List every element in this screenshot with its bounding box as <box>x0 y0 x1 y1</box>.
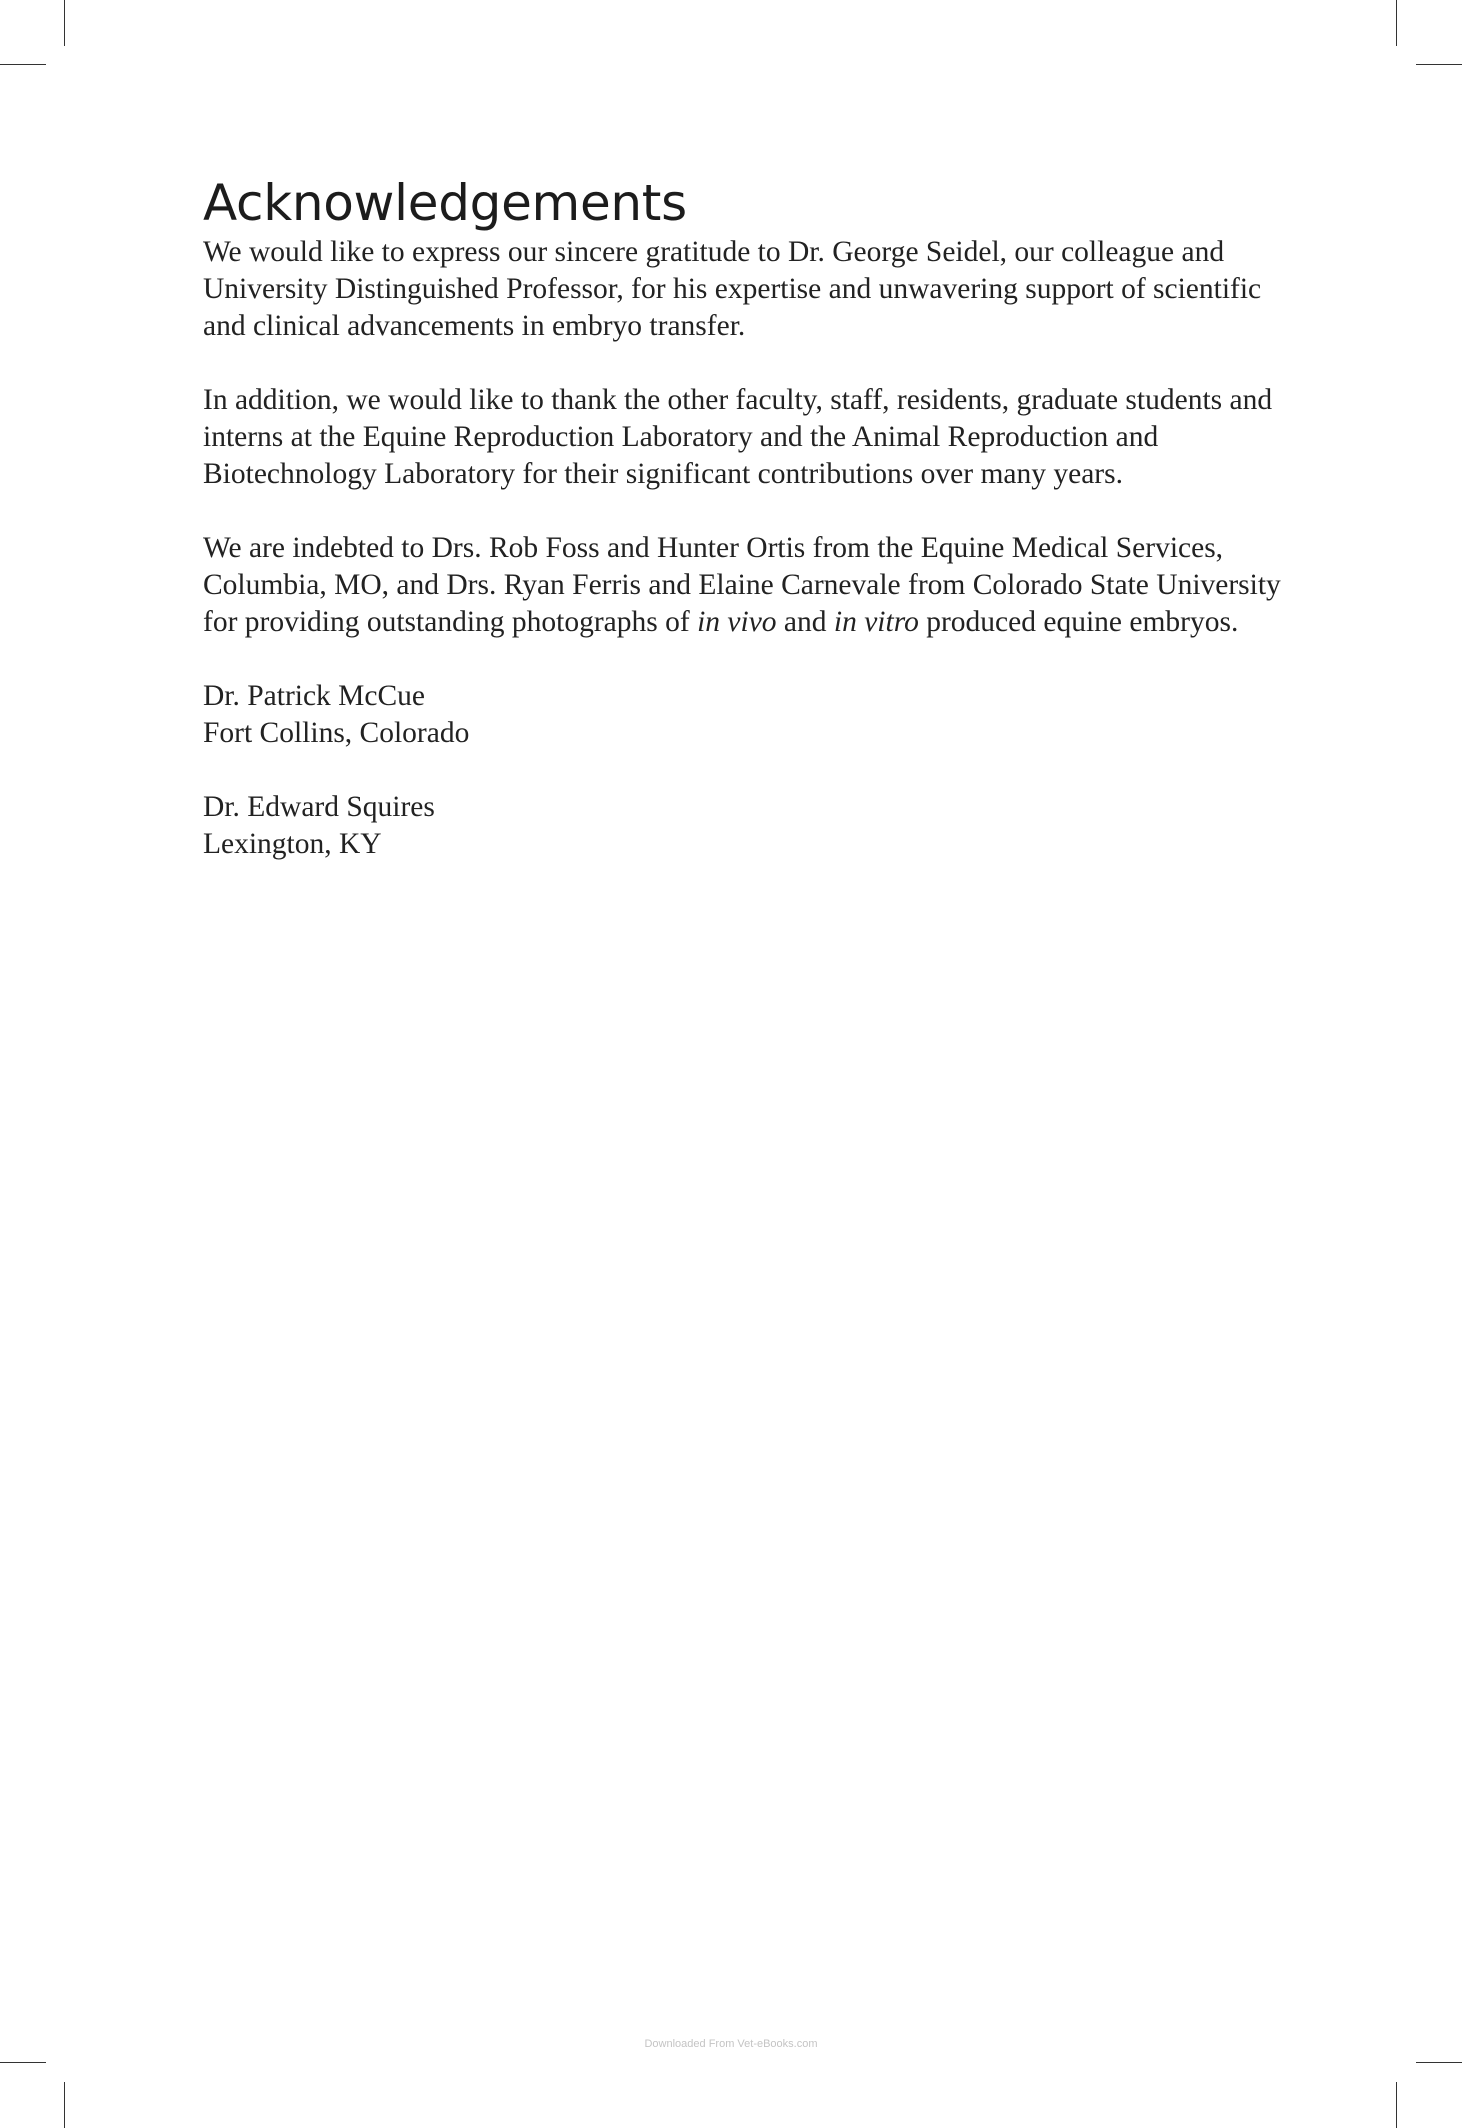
signature-location: Fort Collins, Colorado <box>203 717 470 749</box>
crop-mark-bottom-left-horizontal <box>0 2062 46 2063</box>
page-title: Acknowledgements <box>203 174 687 232</box>
paragraph-indebted <box>203 530 1283 641</box>
crop-mark-top-right-horizontal <box>1416 64 1462 65</box>
paragraph-thanks: In addition, we would like to thank the other faculty, staff, residents, graduate students and interns at the Equine Reproduction Laboratory and the Animal Reproduction and Biotechnology Laboratory for their significant contributions over many years. <box>203 384 1273 490</box>
signature-name: Dr. Patrick McCue <box>203 680 426 712</box>
crop-mark-top-right-vertical <box>1396 0 1397 46</box>
paragraph-indebted-text-2: and <box>776 606 834 638</box>
signature-block-mccue <box>203 678 1283 752</box>
signature-block-squires <box>203 789 1283 863</box>
paragraph-indebted-text-3: produced equine embryos. <box>918 606 1239 638</box>
signature-location: Lexington, KY <box>203 828 382 860</box>
paragraph-gratitude: We would like to express our sincere gratitude to Dr. George Seidel, our colleague and University Distinguished Professor, for his expertise and unwavering support of scientific and clinical advancements in embryo transfer. <box>203 236 1262 342</box>
crop-mark-top-left-horizontal <box>0 64 46 65</box>
crop-mark-bottom-right-horizontal <box>1416 2062 1462 2063</box>
italic-in-vitro: in vitro <box>833 606 919 638</box>
crop-mark-bottom-left-vertical <box>64 2082 65 2128</box>
footer-watermark: Downloaded From Vet-eBooks.com <box>644 2038 818 2050</box>
paragraph-indebted-text-1: We are indebted to Drs. Rob Foss and Hunter Ortis from the Equine Medical Services, Columbia, MO, and Drs. Ryan Ferris and Elaine Carnevale from Colorado State University for providing outstanding photographs of <box>203 532 1281 638</box>
crop-mark-top-left-vertical <box>64 0 65 46</box>
crop-mark-bottom-right-vertical <box>1396 2082 1397 2128</box>
signature-name: Dr. Edward Squires <box>203 791 435 823</box>
italic-in-vivo: in vivo <box>697 606 777 638</box>
page-content <box>203 174 1283 900</box>
